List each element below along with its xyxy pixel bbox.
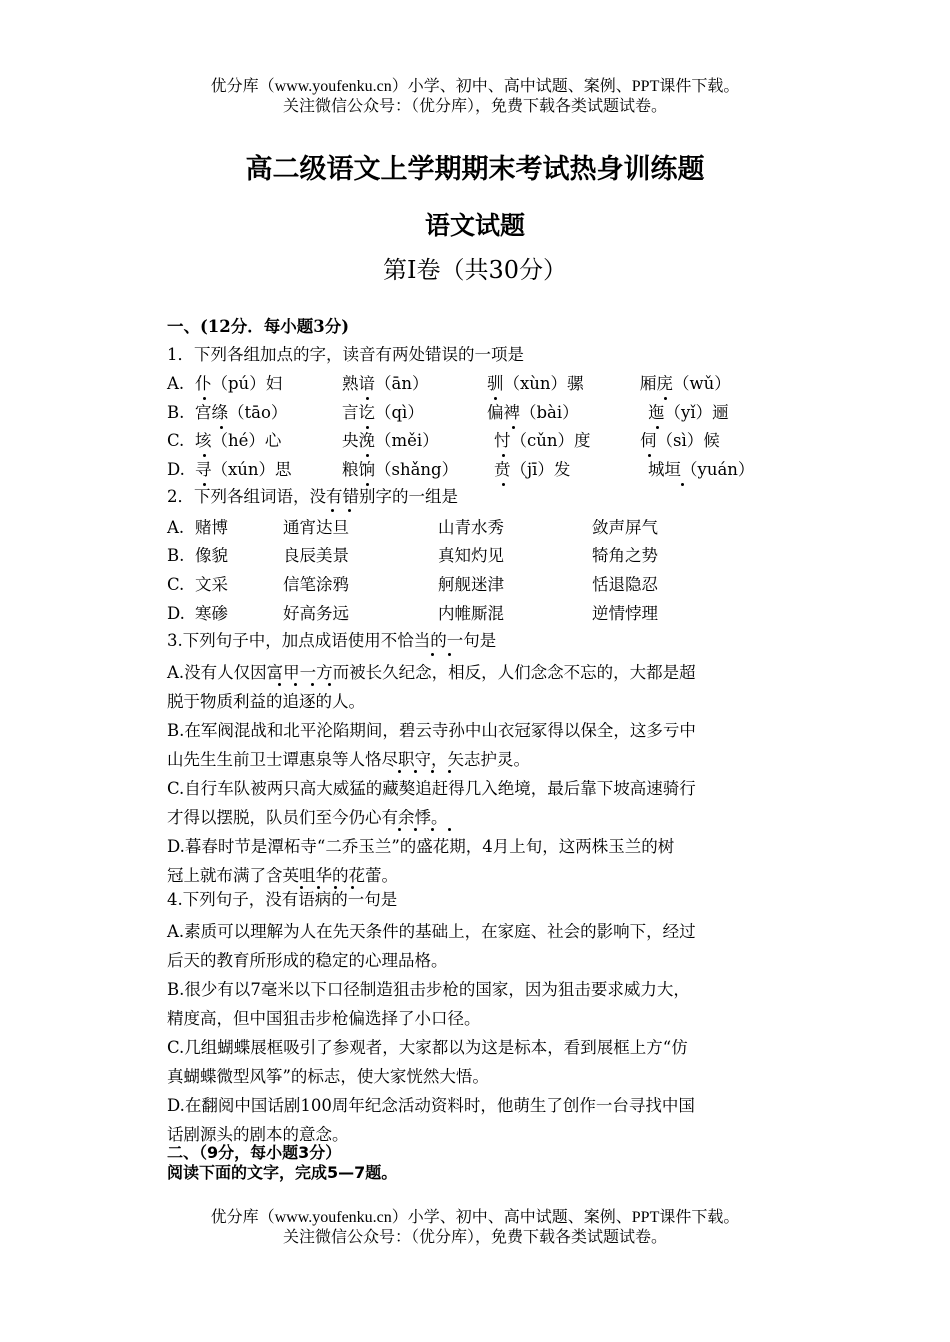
option-line: 真蝴蝶微型风筝”的标志，使大家恍然大悟。 xyxy=(167,1067,489,1086)
option-item: 像貌 xyxy=(195,546,228,565)
option-item: 犄角之势 xyxy=(592,546,658,565)
option-line: 后天的教育所形成的稳定的心理品格。 xyxy=(167,951,448,970)
question-3-stem: 3.下列句子中，加点成语使用不恰当的一句是 xyxy=(167,631,497,650)
emphasis-dot xyxy=(278,683,281,686)
page-title: 高二级语文上学期期末考试热身训练题 xyxy=(245,154,705,185)
emphasis-dot xyxy=(681,483,684,486)
option-label: A. xyxy=(167,518,185,537)
option-item: 粮饷（shǎng） xyxy=(342,460,459,479)
emphasis-dot xyxy=(366,397,369,400)
q3-option-c xyxy=(167,774,787,832)
emphasis-dot xyxy=(328,683,331,686)
emphasis-dot xyxy=(203,454,206,457)
option-item: 山青水秀 xyxy=(438,518,504,537)
site-footer-line-1: 优分库（www.youfenku.cn）小学、初中、高中试题、案例、PPT课件下载。 xyxy=(210,1209,740,1226)
emphasis-dot xyxy=(431,653,434,656)
option-item: 真知灼见 xyxy=(438,546,504,565)
option-line: 冠上就布满了含英咀华的花蕾。 xyxy=(167,866,398,885)
emphasis-dot xyxy=(311,683,314,686)
emphasis-dot xyxy=(494,397,497,400)
option-label: B. xyxy=(167,403,185,422)
subtitle: 语文试题 xyxy=(424,211,525,240)
emphasis-dot xyxy=(414,770,417,773)
q4-option-c xyxy=(167,1033,787,1091)
emphasis-dot xyxy=(448,653,451,656)
option-item: 好高务远 xyxy=(283,604,349,623)
option-item: 寻（xún）思 xyxy=(195,460,292,479)
option-line: A.素质可以理解为人在先天条件的基础上，在家庭、社会的影响下，经过 xyxy=(167,922,696,941)
option-label: D. xyxy=(167,604,185,623)
emphasis-dot xyxy=(366,426,369,429)
emphasis-dot xyxy=(348,509,351,512)
option-line: 脱于物质利益的追逐的人。 xyxy=(167,692,365,711)
emphasis-dot xyxy=(398,828,401,831)
option-item: 熟谙（ān） xyxy=(342,374,429,393)
emphasis-dot xyxy=(294,683,297,686)
site-banner-line-1: 优分库（www.youfenku.cn）小学、初中、高中试题、案例、PPT课件下载。 xyxy=(210,78,740,95)
option-item: 城垣（yuán） xyxy=(648,460,755,479)
option-item: 忖（cǔn）度 xyxy=(494,431,591,450)
option-line: A.没有人仅因富甲一方而被长久纪念，相反，人们念念不忘的，大都是超 xyxy=(167,663,696,682)
section-1-heading: 一、(12分．每小题3分) xyxy=(167,317,350,336)
option-label: B. xyxy=(167,546,185,565)
q3-option-a xyxy=(167,658,787,716)
emphasis-dot xyxy=(366,454,369,457)
emphasis-dot xyxy=(203,397,206,400)
option-item: 央浼（měi） xyxy=(342,431,439,450)
emphasis-dot xyxy=(656,426,659,429)
option-item: 文采 xyxy=(195,575,228,594)
q4-option-b xyxy=(167,975,787,1033)
option-label: D. xyxy=(167,460,185,479)
option-label: C. xyxy=(167,575,185,594)
q3-option-b xyxy=(167,716,787,774)
question-4-stem: 4.下列句子，没有语病的一句是 xyxy=(167,890,398,909)
option-item: 内帷厮混 xyxy=(438,604,504,623)
option-label: A. xyxy=(167,374,185,393)
option-line: 精度高，但中国狙击步枪偏选择了小口径。 xyxy=(167,1009,481,1028)
option-item: 赌博 xyxy=(195,518,228,537)
site-footer-line-2: 关注微信公众号：（优分库），免费下载各类试题试卷。 xyxy=(282,1229,667,1246)
option-item: 信笔涂鸦 xyxy=(283,575,349,594)
option-item: 舸舰迷津 xyxy=(438,575,504,594)
option-line: C.几组蝴蝶展框吸引了参观者，大家都以为这是标本，看到展框上方“仿 xyxy=(167,1038,688,1057)
emphasis-dot xyxy=(448,828,451,831)
emphasis-dot xyxy=(220,426,223,429)
option-item: 通宵达旦 xyxy=(283,518,349,537)
q3-option-d xyxy=(167,832,787,890)
option-line: D.暮春时节是潭柘寺“二乔玉兰”的盛花期，4月上旬，这两株玉兰的树 xyxy=(167,837,675,856)
emphasis-dot xyxy=(648,454,651,457)
option-item: 偏裨（bài） xyxy=(487,403,579,422)
option-item: 逆情悖理 xyxy=(592,604,658,623)
emphasis-dot xyxy=(398,770,401,773)
question-2-stem: 2．下列各组词语，没有错别字的一组是 xyxy=(167,487,458,506)
option-item: 恬退隐忍 xyxy=(592,575,658,594)
section-2-heading: 二、（9分，每小题3分） xyxy=(167,1143,342,1162)
option-label: C. xyxy=(167,431,185,450)
section-2-instruction: 阅读下面的文字，完成5—7题。 xyxy=(167,1163,398,1182)
option-item: 寒碜 xyxy=(195,604,228,623)
option-line: 山先生生前卫士谭惠泉等人恪尽职守，矢志护灵。 xyxy=(167,750,530,769)
emphasis-dot xyxy=(331,509,334,512)
emphasis-dot xyxy=(431,828,434,831)
option-item: 言讫（qì） xyxy=(342,403,424,422)
emphasis-dot xyxy=(431,770,434,773)
option-line: C.自行车队被两只高大威猛的藏獒追赶得几入绝境，最后靠下坡高速骑行 xyxy=(167,779,696,798)
option-item: 仆（pú）妇 xyxy=(195,374,283,393)
option-item: 伺（sì）候 xyxy=(640,431,720,450)
site-banner-line-2: 关注微信公众号：（优分库），免费下载各类试题试卷。 xyxy=(282,98,667,115)
option-item: 厢庑（wǔ） xyxy=(640,374,731,393)
option-item: 垓（hé）心 xyxy=(195,431,282,450)
option-line: B.在军阀混战和北平沦陷期间，碧云寺孙中山衣冠冢得以保全，这多亏中 xyxy=(167,721,696,740)
emphasis-dot xyxy=(448,770,451,773)
option-item: 贲（jī）发 xyxy=(494,460,571,479)
option-item: 宫绦（tāo） xyxy=(195,403,288,422)
emphasis-dot xyxy=(512,426,515,429)
option-item: 良辰美景 xyxy=(283,546,349,565)
option-line: B.很少有以7毫米以下口径制造狙击步枪的国家，因为狙击要求威力大， xyxy=(167,980,690,999)
emphasis-dot xyxy=(502,454,505,457)
question-1-stem: 1．下列各组加点的字，读音有两处错误的一项是 xyxy=(167,345,524,364)
volume-label: 第I卷（共30分） xyxy=(382,256,568,284)
emphasis-dot xyxy=(502,483,505,486)
option-item: 驯（xùn）骡 xyxy=(487,374,584,393)
emphasis-dot xyxy=(664,397,667,400)
option-line: 话剧源头的剧本的意念。 xyxy=(167,1125,349,1144)
emphasis-dot xyxy=(414,828,417,831)
q4-option-a xyxy=(167,917,787,975)
option-line: 才得以摆脱，队员们至今仍心有余悸。 xyxy=(167,808,448,827)
option-line: D.在翻阅中国话剧100周年纪念活动资料时，他萌生了创作一台寻找中国 xyxy=(167,1096,695,1115)
option-item: 敛声屏气 xyxy=(592,518,658,537)
option-item: 迤（yǐ）逦 xyxy=(648,403,729,422)
q4-option-d xyxy=(167,1091,787,1149)
